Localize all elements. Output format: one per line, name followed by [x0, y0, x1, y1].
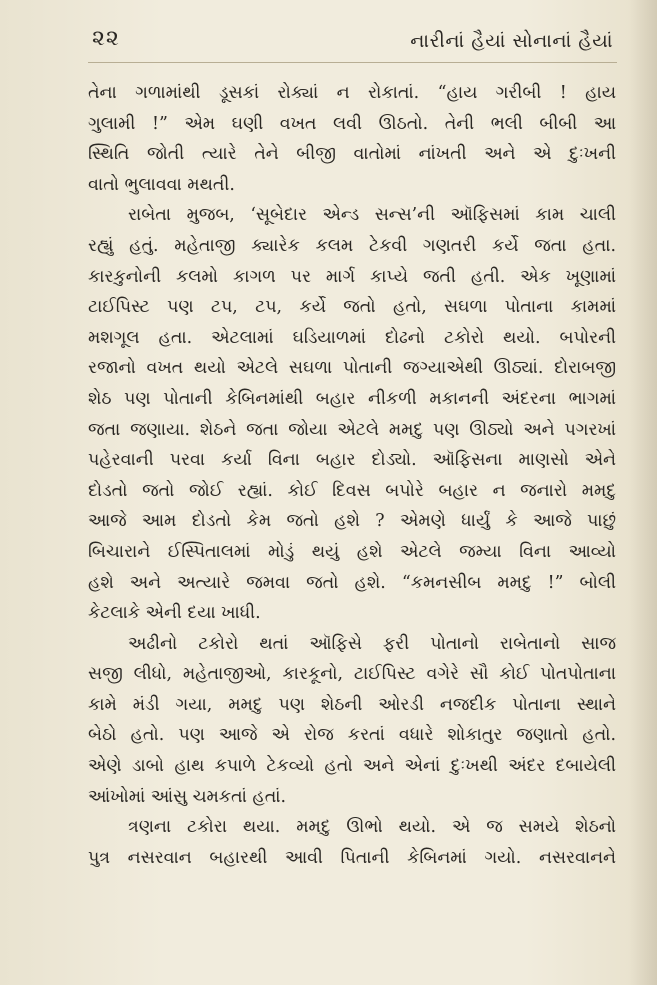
text-line: શેઠ પણ પોતાની કેબિનમાંથી બહાર નીકળી મકાનની અંદરના ભાગમાં — [88, 388, 616, 409]
text-line: આંખોમાં આંસુ ચમકતાં હતાં. — [88, 786, 287, 807]
body-text — [88, 78, 616, 873]
text-line: આજે આમ દોડતો કેમ જતો હશે ? એમણે ધાર્યું કે આજે પાછું — [88, 511, 616, 532]
text-line: ગુલામી !” એમ ઘણી વખત લવી ઊઠતો. તેની ભલી બીબી આ — [88, 113, 616, 134]
text-line: દોડતો જતો જોઈ રહ્યાં. કોઈ દિવસ બપોરે બહાર ન જનારો મમદુ — [88, 480, 616, 501]
text-line: પહેરવાની પરવા કર્યા વિના બહાર દોડ્યો. ઑફિસના માણસો એને — [88, 450, 616, 471]
text-line: બિચારાને ઈસ્પિતાલમાં મોડું થયું હશે એટલે જમ્યા વિના આવ્યો — [88, 541, 616, 562]
text-line: એણે ડાબો હાથ કપાળે ટેકવ્યો હતો અને એનાં દુઃખથી અંદર દબાયેલી — [88, 756, 616, 777]
page-edge-shadow — [629, 0, 657, 985]
text-line: મશગૂલ હતા. એટલામાં ઘડિયાળમાં દોઢનો ટકોરો થયો. બપોરની — [88, 327, 616, 348]
text-line: પુત્ર નસરવાન બહારથી આવી પિતાની કેબિનમાં ગયો. નસરવાનને — [88, 847, 616, 868]
text-line: કેટલાકે એની દયા ખાધી. — [88, 603, 261, 624]
text-line: રજાનો વખત થયો એટલે સઘળા પોતાની જગ્યાએથી ઊઠ્યાં. દોરાબજી — [88, 358, 616, 379]
page-number: ૨૨ — [92, 26, 120, 51]
text-line: સજી લીધો, મહેતાજીઓ, કારકૂનો, ટાઈપિસ્ટ વગેરે સૌ કોઈ પોતપોતાના — [88, 664, 616, 685]
header-divider — [88, 62, 617, 63]
text-line: કામે મંડી ગયા, મમદુ પણ શેઠની ઓરડી નજદીક પોતાના સ્થાને — [88, 694, 616, 715]
text-line: કારકુનોની કલમો કાગળ પર માર્ગ કાપ્યે જતી હતી. એક ખૂણામાં — [88, 266, 616, 287]
text-line: રાબેતા મુજબ, ‘સૂબેદાર એન્ડ સન્સ’ની ઑફિસમાં કામ ચાલી — [128, 205, 616, 226]
text-line: તેના ગળામાંથી ડૂસકાં રોક્યાં ન રોકાતાં. “હાય ગરીબી ! હાય — [88, 83, 616, 103]
text-line: જતા જણાયા. શેઠને જતા જોયા એટલે મમદુ પણ ઊઠ્યો અને પગરખાં — [88, 419, 616, 440]
text-line: ત્રણના ટકોરા થયા. મમદુ ઊભો થયો. એ જ સમયે શેઠનો — [128, 817, 616, 838]
text-line: બેઠો હતો. પણ આજે એ રોજ કરતાં વધારે શોકાતુર જણાતો હતો. — [88, 725, 616, 746]
text-line: વાતો ભુલાવવા મથતી. — [88, 174, 235, 195]
text-line: સ્થિતિ જોતી ત્યારે તેને બીજી વાતોમાં નાંખતી અને એ દુઃખની — [88, 144, 616, 165]
text-line: અઢીનો ટકોરો થતાં ઑફિસે ફરી પોતાનો રાબેતાનો સાજ — [128, 633, 616, 654]
text-line: રહ્યું હતું. મહેતાજી ક્યારેક કલમ ટેકવી ગણતરી કર્યે જતા હતા. — [88, 235, 616, 256]
text-line: ટાઈપિસ્ટ પણ ટપ, ટપ, કર્યે જતો હતો, સઘળા પોતાના કામમાં — [88, 297, 616, 318]
running-title: નારીનાં હૈયાં સોનાનાં હૈયાં — [410, 30, 613, 52]
text-line: હશે અને અત્યારે જમવા જતો હશે. “કમનસીબ મમદુ !” બોલી — [88, 572, 616, 593]
